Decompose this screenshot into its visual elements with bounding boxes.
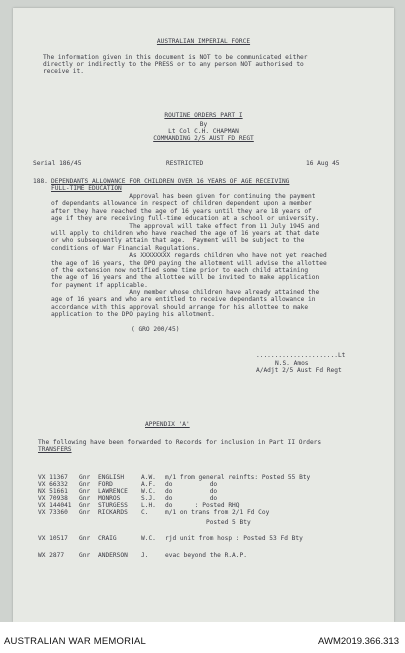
order-date: 16 Aug 45 xyxy=(306,160,340,167)
initials: W.C. xyxy=(141,535,156,542)
transfer-detail: do do xyxy=(165,495,218,502)
document-page xyxy=(13,8,394,622)
item-body-line: age if they are receiving full-time education at a school or university. xyxy=(51,215,320,223)
item-body-line: the age of 16 years and the allottee will be invited to make application xyxy=(51,274,320,282)
item-body-line: The approval will take effect from 11 July 1945 and xyxy=(51,222,320,230)
item-body-line: application to the DPO paying his allotment. xyxy=(51,311,215,319)
soldier-name: MONROS xyxy=(98,495,121,502)
rank: Gnr xyxy=(79,488,91,495)
transfer-detail: m/1 from general reinfts: Posted 55 Bty xyxy=(165,474,311,481)
transfer-detail: do do xyxy=(165,488,218,495)
item-body-line: accordance with this approval should arrange for his allottee to make xyxy=(51,303,309,311)
signatory-role: A/Adjt 2/5 Aust Fd Regt xyxy=(256,367,342,374)
item-body-line: after they have reached the age of 16 years until they are 18 years of xyxy=(51,207,312,215)
item-body-line: Any member whose children have already attained the xyxy=(51,289,320,297)
security-warning-line-2: directly or indirectly to the PRESS or to any person NOT authorised to xyxy=(43,61,304,68)
classification: RESTRICTED xyxy=(166,160,204,167)
item-body-line: conditions of War Financial Regulations. xyxy=(51,244,201,252)
archive-name: AUSTRALIAN WAR MEMORIAL xyxy=(4,636,147,647)
initials: S.J. xyxy=(141,495,156,502)
service-number: NX 51661 xyxy=(38,488,68,495)
item-body-line: or who subsequently attain that age. Payment will be subject to the xyxy=(51,237,305,245)
rank: Gnr xyxy=(79,535,91,542)
soldier-name: ENGLISH xyxy=(98,474,125,481)
service-number: VX 144041 xyxy=(38,502,72,509)
appendix-intro: The following have been forwarded to Records for inclusion in Part II Orders xyxy=(38,439,322,446)
item-heading-line-1: DEPENDANTS ALLOWANCE FOR CHILDREN OVER 16 YEARS OF AGE RECEIVING xyxy=(51,178,290,185)
transfer-detail: do : Posted RHQ xyxy=(165,502,240,509)
item-body-line: of the extension now notified some time prior to each child attaining xyxy=(51,266,309,274)
service-number: WX 2877 xyxy=(38,552,65,559)
signature-line: ......................Lt xyxy=(256,352,346,359)
soldier-name: CRAIG xyxy=(98,535,117,542)
security-warning-line-3: receive it. xyxy=(43,68,84,75)
transfer-detail: Posted 5 Bty xyxy=(165,519,251,526)
service-number: VX 66332 xyxy=(38,481,68,488)
rank: Gnr xyxy=(79,552,91,559)
orders-title: ROUTINE ORDERS PART I xyxy=(164,112,243,119)
rank: Gnr xyxy=(79,474,91,481)
security-warning-line-1: The information given in this document is NOT to be communicated either xyxy=(43,54,308,61)
initials: L.H. xyxy=(141,502,156,509)
appendix-title: APPENDIX 'A' xyxy=(145,421,190,428)
transfer-detail: rjd unit from hosp : Posted 53 Fd Bty xyxy=(165,535,303,542)
gro-reference: ( GRO 200/45) xyxy=(131,326,180,333)
item-body-line: the age of 16 years, the DPO paying the allotment will advise the allottee xyxy=(51,259,327,267)
initials: W.C. xyxy=(141,488,156,495)
orders-by: By xyxy=(199,121,208,128)
serial-number: Serial 186/45 xyxy=(33,160,82,167)
item-body-line: As XXXXXXXX regards children who have not yet reached xyxy=(51,252,327,260)
archive-footer xyxy=(0,622,405,653)
unit-command: COMMANDING 2/5 AUST FD REGT xyxy=(153,135,254,142)
item-body-line: Approval has been given for continuing the payment xyxy=(51,193,316,200)
commanding-officer: Lt Col C.H. CHAPMAN xyxy=(168,128,239,135)
transfers-heading: TRANSFERS xyxy=(38,446,72,453)
item-body-line: of dependants allowance in respect of children dependent upon a member xyxy=(51,200,312,208)
soldier-name: RICKARDS xyxy=(98,509,128,516)
document-title: AUSTRALIAN IMPERIAL FORCE xyxy=(156,38,251,45)
service-number: VX 10517 xyxy=(38,535,68,542)
transfer-detail: m/1 on trans from 2/1 Fd Coy xyxy=(165,509,270,516)
initials: A.F. xyxy=(141,481,156,488)
transfer-detail: do do xyxy=(165,481,218,488)
item-body-line: for payment if applicable. xyxy=(51,281,148,289)
soldier-name: LAWRENCE xyxy=(98,488,128,495)
service-number: VX 11367 xyxy=(38,474,68,481)
rank: Gnr xyxy=(79,481,91,488)
service-number: VX 70938 xyxy=(38,495,68,502)
initials: A.W. xyxy=(141,474,156,481)
rank: Gnr xyxy=(79,509,91,516)
rank: Gnr xyxy=(79,495,91,502)
item-heading-line-2: FULL-TIME EDUCATION xyxy=(51,185,122,192)
item-body-line: will apply to children who have reached the age of 16 years at that date xyxy=(51,229,320,237)
rank: Gnr xyxy=(79,502,91,509)
item-number: 188. xyxy=(33,178,48,185)
initials: C. xyxy=(141,509,149,516)
initials: J. xyxy=(141,552,149,559)
signatory-name: N.S. Amos xyxy=(275,360,309,367)
service-number: VX 73360 xyxy=(38,509,68,516)
item-body-line: age of 16 years and who are entitled to receive dependants allowance in xyxy=(51,296,316,304)
archive-reference: AWM2019.366.313 xyxy=(318,636,399,647)
transfer-detail: evac beyond the R.A.P. xyxy=(165,552,247,559)
soldier-name: STURGESS xyxy=(98,502,128,509)
item-body xyxy=(51,193,327,319)
soldier-name: ANDERSON xyxy=(98,552,128,559)
soldier-name: FORD xyxy=(98,481,113,488)
